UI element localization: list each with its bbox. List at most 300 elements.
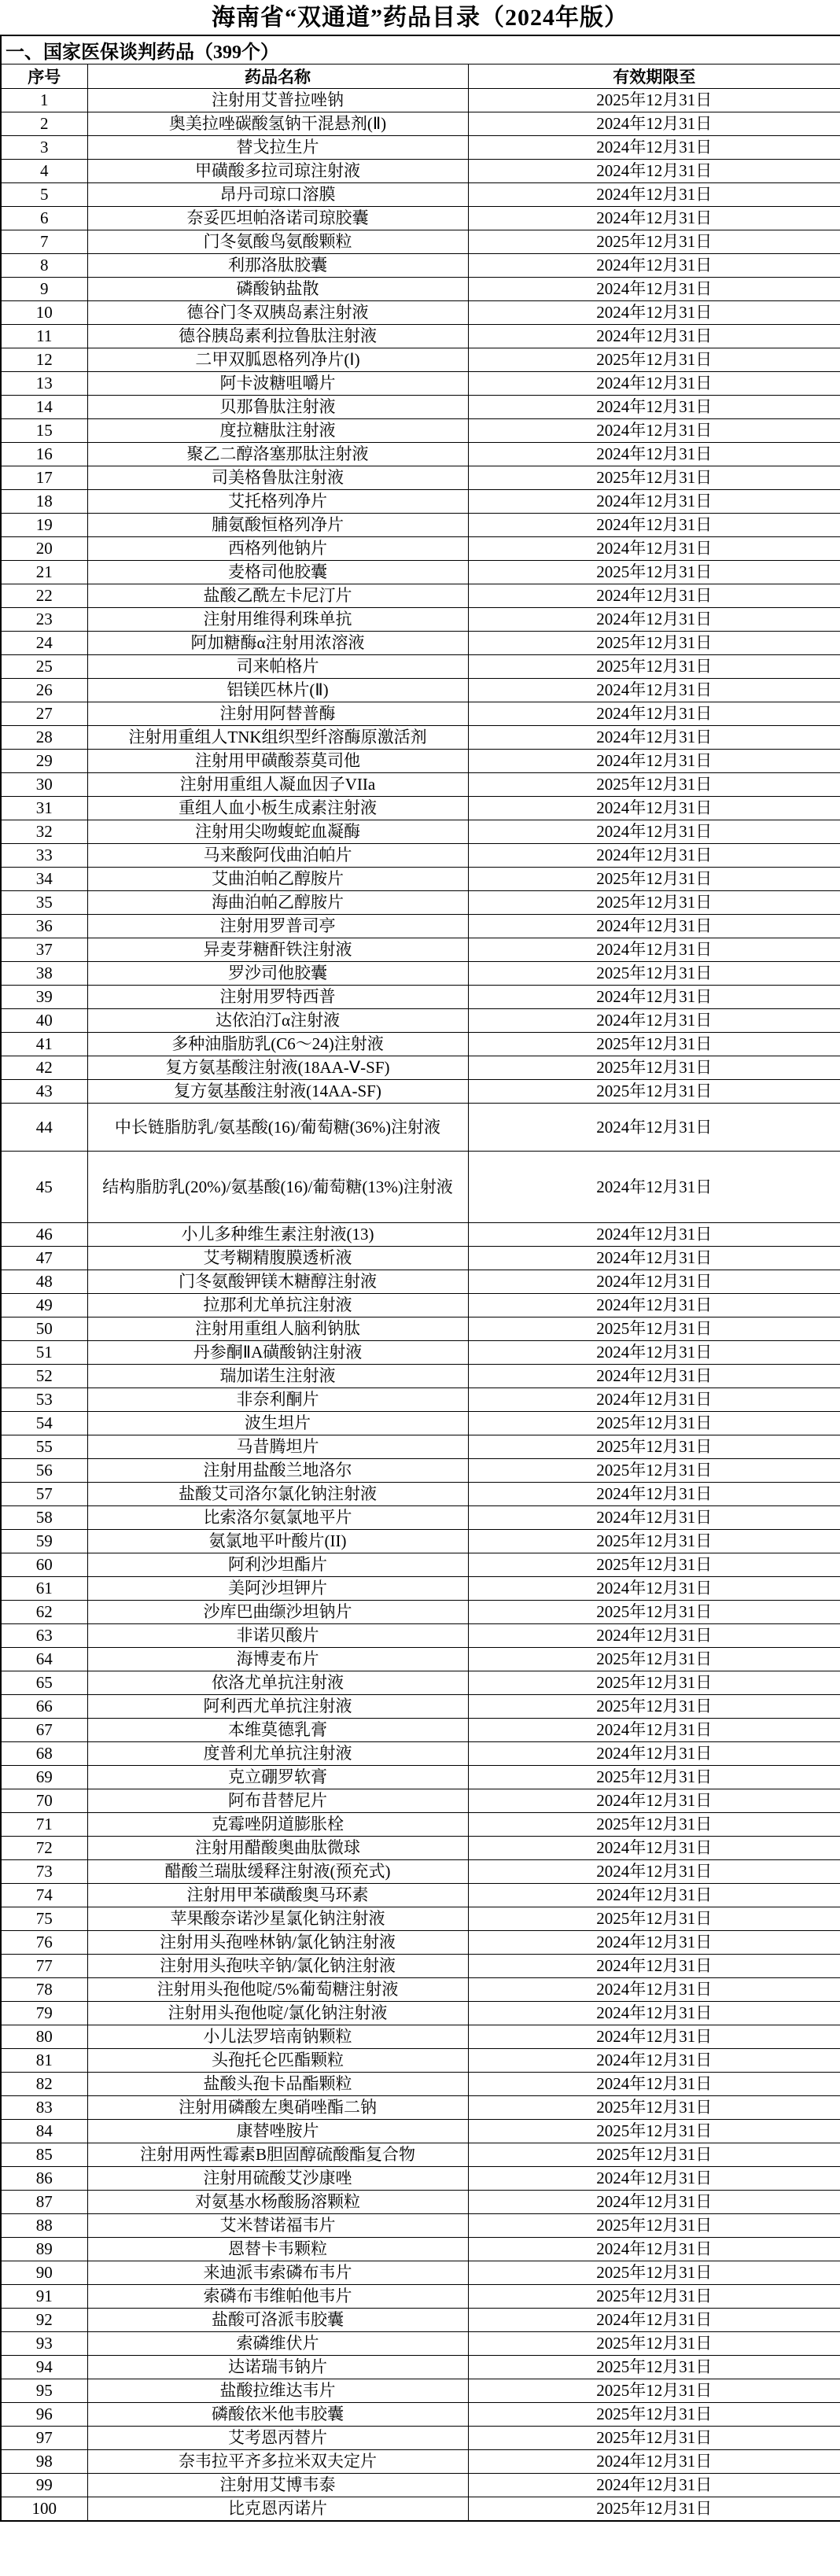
drug-name-cell: 恩替卡韦颗粒 <box>87 2238 468 2261</box>
table-row <box>1 160 840 183</box>
serial-number-cell: 11 <box>1 325 87 348</box>
expiry-date-cell: 2025年12月31日 <box>468 1033 840 1056</box>
table-row <box>1 1553 840 1577</box>
table-row <box>1 2309 840 2332</box>
drug-name-cell: 注射用醋酸奥曲肽微球 <box>87 1837 468 1860</box>
drug-name-cell: 达依泊汀α注射液 <box>87 1009 468 1033</box>
serial-number-cell: 59 <box>1 1530 87 1553</box>
serial-number-cell: 94 <box>1 2356 87 2379</box>
drug-name-cell: 海博麦布片 <box>87 1648 468 1671</box>
expiry-date-cell: 2024年12月31日 <box>468 1837 840 1860</box>
serial-number-cell: 75 <box>1 1907 87 1931</box>
serial-number-cell: 73 <box>1 1860 87 1884</box>
drug-name-cell: 达诺瑞韦钠片 <box>87 2356 468 2379</box>
serial-number-cell: 52 <box>1 1365 87 1388</box>
drug-name-cell: 注射用磷酸左奥硝唑酯二钠 <box>87 2096 468 2120</box>
col-header-expiry: 有效期限至 <box>468 64 840 89</box>
table-row <box>1 325 840 348</box>
expiry-date-cell: 2024年12月31日 <box>468 1978 840 2002</box>
table-body <box>1 89 840 2522</box>
serial-number-cell: 93 <box>1 2332 87 2356</box>
serial-number-cell: 30 <box>1 773 87 797</box>
drug-name-cell: 复方氨基酸注射液(14AA-SF) <box>87 1080 468 1104</box>
drug-name-cell: 注射用甲苯磺酸奥马环素 <box>87 1884 468 1907</box>
drug-name-cell: 注射用头孢他啶/5%葡萄糖注射液 <box>87 1978 468 2002</box>
serial-number-cell: 81 <box>1 2049 87 2073</box>
table-row <box>1 986 840 1009</box>
table-row <box>1 207 840 230</box>
table-row <box>1 136 840 160</box>
serial-number-cell: 13 <box>1 372 87 396</box>
table-row <box>1 962 840 986</box>
drug-name-cell: 门冬氨酸鸟氨酸颗粒 <box>87 230 468 254</box>
expiry-date-cell: 2024年12月31日 <box>468 1152 840 1223</box>
expiry-date-cell: 2024年12月31日 <box>468 844 840 868</box>
drug-name-cell: 注射用艾博韦泰 <box>87 2474 468 2497</box>
table-row <box>1 2214 840 2238</box>
expiry-date-cell: 2024年12月31日 <box>468 372 840 396</box>
expiry-date-cell: 2024年12月31日 <box>468 1270 840 1294</box>
serial-number-cell: 95 <box>1 2379 87 2403</box>
expiry-date-cell: 2024年12月31日 <box>468 254 840 278</box>
expiry-date-cell: 2025年12月31日 <box>468 1671 840 1695</box>
expiry-date-cell: 2024年12月31日 <box>468 2049 840 2073</box>
expiry-date-cell: 2025年12月31日 <box>468 962 840 986</box>
drug-name-cell: 醋酸兰瑞肽缓释注射液(预充式) <box>87 1860 468 1884</box>
serial-number-cell: 7 <box>1 230 87 254</box>
drug-name-cell: 沙库巴曲缬沙坦钠片 <box>87 1601 468 1624</box>
expiry-date-cell: 2024年12月31日 <box>468 750 840 773</box>
expiry-date-cell: 2024年12月31日 <box>468 2073 840 2096</box>
serial-number-cell: 98 <box>1 2450 87 2474</box>
drug-name-cell: 丹参酮ⅡA磺酸钠注射液 <box>87 1341 468 1365</box>
table-row <box>1 1766 840 1789</box>
expiry-date-cell: 2024年12月31日 <box>468 112 840 136</box>
column-header-row <box>1 64 840 89</box>
table-row <box>1 396 840 419</box>
serial-number-cell: 90 <box>1 2261 87 2285</box>
expiry-date-cell: 2024年12月31日 <box>468 301 840 325</box>
drug-name-cell: 司来帕格片 <box>87 655 468 679</box>
expiry-date-cell: 2024年12月31日 <box>468 419 840 443</box>
drug-name-cell: 阿利西尤单抗注射液 <box>87 1695 468 1719</box>
drug-name-cell: 司美格鲁肽注射液 <box>87 466 468 490</box>
expiry-date-cell: 2024年12月31日 <box>468 797 840 820</box>
drug-name-cell: 度普利尤单抗注射液 <box>87 1742 468 1766</box>
expiry-date-cell: 2025年12月31日 <box>468 1080 840 1104</box>
serial-number-cell: 72 <box>1 1837 87 1860</box>
serial-number-cell: 55 <box>1 1435 87 1459</box>
serial-number-cell: 36 <box>1 915 87 938</box>
serial-number-cell: 69 <box>1 1766 87 1789</box>
serial-number-cell: 18 <box>1 490 87 514</box>
drug-name-cell: 来迪派韦索磷布韦片 <box>87 2261 468 2285</box>
drug-name-cell: 多种油脂肪乳(C6～24)注射液 <box>87 1033 468 1056</box>
serial-number-cell: 80 <box>1 2025 87 2049</box>
expiry-date-cell: 2024年12月31日 <box>468 2238 840 2261</box>
drug-name-cell: 度拉糖肽注射液 <box>87 419 468 443</box>
drug-name-cell: 艾考糊精腹膜透析液 <box>87 1247 468 1270</box>
drug-name-cell: 克立硼罗软膏 <box>87 1766 468 1789</box>
expiry-date-cell: 2024年12月31日 <box>468 278 840 301</box>
section-header-row <box>1 35 840 64</box>
serial-number-cell: 86 <box>1 2167 87 2191</box>
table-row <box>1 2002 840 2025</box>
table-row <box>1 561 840 584</box>
serial-number-cell: 38 <box>1 962 87 986</box>
expiry-date-cell: 2024年12月31日 <box>468 1955 840 1978</box>
drug-name-cell: 拉那利尤单抗注射液 <box>87 1294 468 1317</box>
drug-name-cell: 阿布昔替尼片 <box>87 1789 468 1813</box>
serial-number-cell: 22 <box>1 584 87 608</box>
serial-number-cell: 67 <box>1 1719 87 1742</box>
drug-name-cell: 门冬氨酸钾镁木糖醇注射液 <box>87 1270 468 1294</box>
expiry-date-cell: 2024年12月31日 <box>468 1624 840 1648</box>
expiry-date-cell: 2025年12月31日 <box>468 655 840 679</box>
drug-name-cell: 注射用维得利珠单抗 <box>87 608 468 632</box>
table-row <box>1 820 840 844</box>
expiry-date-cell: 2024年12月31日 <box>468 1860 840 1884</box>
drug-name-cell: 马来酸阿伐曲泊帕片 <box>87 844 468 868</box>
drug-name-cell: 艾曲泊帕乙醇胺片 <box>87 868 468 891</box>
table-row <box>1 632 840 655</box>
serial-number-cell: 49 <box>1 1294 87 1317</box>
drug-name-cell: 注射用阿替普酶 <box>87 702 468 726</box>
expiry-date-cell: 2025年12月31日 <box>468 1412 840 1435</box>
table-row <box>1 702 840 726</box>
table-row <box>1 2143 840 2167</box>
table-row <box>1 2427 840 2450</box>
serial-number-cell: 34 <box>1 868 87 891</box>
drug-name-cell: 复方氨基酸注射液(18AA-Ⅴ-SF) <box>87 1056 468 1080</box>
expiry-date-cell: 2025年12月31日 <box>468 2497 840 2522</box>
serial-number-cell: 54 <box>1 1412 87 1435</box>
expiry-date-cell: 2024年12月31日 <box>468 1577 840 1601</box>
drug-name-cell: 麦格司他胶囊 <box>87 561 468 584</box>
expiry-date-cell: 2025年12月31日 <box>468 2379 840 2403</box>
table-row <box>1 726 840 750</box>
serial-number-cell: 78 <box>1 1978 87 2002</box>
drug-name-cell: 索磷维伏片 <box>87 2332 468 2356</box>
drug-name-cell: 昂丹司琼口溶膜 <box>87 183 468 207</box>
serial-number-cell: 82 <box>1 2073 87 2096</box>
col-header-serial: 序号 <box>1 64 87 89</box>
drug-name-cell: 西格列他钠片 <box>87 537 468 561</box>
expiry-date-cell: 2025年12月31日 <box>468 1813 840 1837</box>
expiry-date-cell: 2025年12月31日 <box>468 2143 840 2167</box>
serial-number-cell: 44 <box>1 1104 87 1152</box>
expiry-date-cell: 2024年12月31日 <box>468 726 840 750</box>
serial-number-cell: 47 <box>1 1247 87 1270</box>
expiry-date-cell: 2025年12月31日 <box>468 2285 840 2309</box>
serial-number-cell: 27 <box>1 702 87 726</box>
table-row <box>1 2096 840 2120</box>
expiry-date-cell: 2024年12月31日 <box>468 514 840 537</box>
table-row <box>1 1624 840 1648</box>
expiry-date-cell: 2024年12月31日 <box>468 136 840 160</box>
table-row <box>1 278 840 301</box>
serial-number-cell: 66 <box>1 1695 87 1719</box>
serial-number-cell: 4 <box>1 160 87 183</box>
expiry-date-cell: 2024年12月31日 <box>468 1365 840 1388</box>
expiry-date-cell: 2025年12月31日 <box>468 466 840 490</box>
serial-number-cell: 85 <box>1 2143 87 2167</box>
table-row <box>1 1317 840 1341</box>
expiry-date-cell: 2025年12月31日 <box>468 2403 840 2427</box>
table-row <box>1 1884 840 1907</box>
table-row <box>1 797 840 820</box>
table-row <box>1 490 840 514</box>
section-header: 一、国家医保谈判药品（399个） <box>1 35 840 64</box>
table-row <box>1 1860 840 1884</box>
serial-number-cell: 74 <box>1 1884 87 1907</box>
table-header <box>1 35 840 89</box>
drug-name-cell: 注射用甲磺酸萘莫司他 <box>87 750 468 773</box>
serial-number-cell: 53 <box>1 1388 87 1412</box>
table-row <box>1 372 840 396</box>
serial-number-cell: 24 <box>1 632 87 655</box>
serial-number-cell: 23 <box>1 608 87 632</box>
drug-name-cell: 注射用艾普拉唑钠 <box>87 89 468 112</box>
expiry-date-cell: 2025年12月31日 <box>468 230 840 254</box>
table-row <box>1 1247 840 1270</box>
expiry-date-cell: 2024年12月31日 <box>468 2191 840 2214</box>
drug-name-cell: 马昔腾坦片 <box>87 1435 468 1459</box>
table-row <box>1 2025 840 2049</box>
drug-name-cell: 重组人血小板生成素注射液 <box>87 797 468 820</box>
expiry-date-cell: 2024年12月31日 <box>468 1341 840 1365</box>
expiry-date-cell: 2024年12月31日 <box>468 1294 840 1317</box>
expiry-date-cell: 2025年12月31日 <box>468 1553 840 1577</box>
expiry-date-cell: 2024年12月31日 <box>468 702 840 726</box>
expiry-date-cell: 2024年12月31日 <box>468 679 840 702</box>
table-row <box>1 348 840 372</box>
table-row <box>1 938 840 962</box>
table-row <box>1 1931 840 1955</box>
table-row <box>1 1152 840 1223</box>
serial-number-cell: 19 <box>1 514 87 537</box>
serial-number-cell: 91 <box>1 2285 87 2309</box>
drug-name-cell: 注射用头孢他啶/氯化钠注射液 <box>87 2002 468 2025</box>
serial-number-cell: 96 <box>1 2403 87 2427</box>
serial-number-cell: 40 <box>1 1009 87 1033</box>
table-row <box>1 254 840 278</box>
drug-name-cell: 注射用罗特西普 <box>87 986 468 1009</box>
serial-number-cell: 65 <box>1 1671 87 1695</box>
page-title: 海南省“双通道”药品目录（2024年版） <box>212 5 628 31</box>
expiry-date-cell: 2025年12月31日 <box>468 2120 840 2143</box>
table-row <box>1 2049 840 2073</box>
expiry-date-cell: 2024年12月31日 <box>468 1223 840 1247</box>
drug-name-cell: 本维莫德乳膏 <box>87 1719 468 1742</box>
table-row <box>1 1080 840 1104</box>
serial-number-cell: 61 <box>1 1577 87 1601</box>
table-row <box>1 2474 840 2497</box>
drug-name-cell: 比索洛尔氨氯地平片 <box>87 1506 468 1530</box>
table-row <box>1 1955 840 1978</box>
serial-number-cell: 17 <box>1 466 87 490</box>
serial-number-cell: 88 <box>1 2214 87 2238</box>
table-row <box>1 443 840 466</box>
expiry-date-cell: 2024年12月31日 <box>468 1483 840 1506</box>
table-row <box>1 915 840 938</box>
table-row <box>1 1459 840 1483</box>
drug-name-cell: 瑞加诺生注射液 <box>87 1365 468 1388</box>
drug-name-cell: 注射用头孢呋辛钠/氯化钠注射液 <box>87 1955 468 1978</box>
table-row <box>1 2403 840 2427</box>
table-row <box>1 2332 840 2356</box>
drug-name-cell: 注射用重组人脑利钠肽 <box>87 1317 468 1341</box>
table-row <box>1 1412 840 1435</box>
table-row <box>1 1719 840 1742</box>
table-row <box>1 1601 840 1624</box>
drug-name-cell: 克霉唑阴道膨胀栓 <box>87 1813 468 1837</box>
table-row <box>1 301 840 325</box>
drug-name-cell: 盐酸乙酰左卡尼汀片 <box>87 584 468 608</box>
table-row <box>1 891 840 915</box>
drug-name-cell: 小儿多种维生素注射液(13) <box>87 1223 468 1247</box>
drug-name-cell: 美阿沙坦钾片 <box>87 1577 468 1601</box>
serial-number-cell: 57 <box>1 1483 87 1506</box>
expiry-date-cell: 2024年12月31日 <box>468 1931 840 1955</box>
expiry-date-cell: 2025年12月31日 <box>468 1695 840 1719</box>
drug-name-cell: 二甲双胍恩格列净片(Ⅰ) <box>87 348 468 372</box>
drug-name-cell: 盐酸可洛派韦胶囊 <box>87 2309 468 2332</box>
table-row <box>1 1648 840 1671</box>
serial-number-cell: 37 <box>1 938 87 962</box>
serial-number-cell: 62 <box>1 1601 87 1624</box>
serial-number-cell: 60 <box>1 1553 87 1577</box>
drug-name-cell: 奈妥匹坦帕洛诺司琼胶囊 <box>87 207 468 230</box>
table-row <box>1 773 840 797</box>
drug-name-cell: 阿利沙坦酯片 <box>87 1553 468 1577</box>
expiry-date-cell: 2025年12月31日 <box>468 1056 840 1080</box>
table-row <box>1 537 840 561</box>
serial-number-cell: 28 <box>1 726 87 750</box>
table-row <box>1 868 840 891</box>
table-row <box>1 1671 840 1695</box>
expiry-date-cell: 2024年12月31日 <box>468 1789 840 1813</box>
serial-number-cell: 87 <box>1 2191 87 2214</box>
expiry-date-cell: 2024年12月31日 <box>468 160 840 183</box>
serial-number-cell: 76 <box>1 1931 87 1955</box>
serial-number-cell: 39 <box>1 986 87 1009</box>
table-row <box>1 1978 840 2002</box>
serial-number-cell: 3 <box>1 136 87 160</box>
drug-name-cell: 异麦芽糖酐铁注射液 <box>87 938 468 962</box>
expiry-date-cell: 2024年12月31日 <box>468 820 840 844</box>
serial-number-cell: 79 <box>1 2002 87 2025</box>
drug-name-cell: 盐酸拉维达韦片 <box>87 2379 468 2403</box>
serial-number-cell: 12 <box>1 348 87 372</box>
serial-number-cell: 41 <box>1 1033 87 1056</box>
expiry-date-cell: 2024年12月31日 <box>468 608 840 632</box>
table-row <box>1 89 840 112</box>
table-row <box>1 1056 840 1080</box>
table-row <box>1 1294 840 1317</box>
drug-name-cell: 非诺贝酸片 <box>87 1624 468 1648</box>
table-row <box>1 2356 840 2379</box>
drug-name-cell: 甲磺酸多拉司琼注射液 <box>87 160 468 183</box>
expiry-date-cell: 2025年12月31日 <box>468 1317 840 1341</box>
expiry-date-cell: 2025年12月31日 <box>468 1907 840 1931</box>
serial-number-cell: 56 <box>1 1459 87 1483</box>
drug-name-cell: 注射用重组人凝血因子VIIa <box>87 773 468 797</box>
drug-name-cell: 奥美拉唑碳酸氢钠干混悬剂(Ⅱ) <box>87 112 468 136</box>
table-row <box>1 1388 840 1412</box>
expiry-date-cell: 2024年12月31日 <box>468 207 840 230</box>
drug-name-cell: 康替唑胺片 <box>87 2120 468 2143</box>
expiry-date-cell: 2025年12月31日 <box>468 773 840 797</box>
table-row <box>1 1483 840 1506</box>
table-row <box>1 1577 840 1601</box>
serial-number-cell: 21 <box>1 561 87 584</box>
drug-name-cell: 苹果酸奈诺沙星氯化钠注射液 <box>87 1907 468 1931</box>
expiry-date-cell: 2024年12月31日 <box>468 2167 840 2191</box>
drug-name-cell: 德谷门冬双胰岛素注射液 <box>87 301 468 325</box>
table-row <box>1 1742 840 1766</box>
table-row <box>1 655 840 679</box>
serial-number-cell: 2 <box>1 112 87 136</box>
drug-name-cell: 利那洛肽胶囊 <box>87 254 468 278</box>
expiry-date-cell: 2024年12月31日 <box>468 183 840 207</box>
table-row <box>1 183 840 207</box>
serial-number-cell: 42 <box>1 1056 87 1080</box>
serial-number-cell: 51 <box>1 1341 87 1365</box>
serial-number-cell: 77 <box>1 1955 87 1978</box>
drug-name-cell: 索磷布韦维帕他韦片 <box>87 2285 468 2309</box>
serial-number-cell: 43 <box>1 1080 87 1104</box>
expiry-date-cell: 2025年12月31日 <box>468 2096 840 2120</box>
table-row <box>1 584 840 608</box>
expiry-date-cell: 2025年12月31日 <box>468 2261 840 2285</box>
serial-number-cell: 6 <box>1 207 87 230</box>
serial-number-cell: 29 <box>1 750 87 773</box>
drug-name-cell: 中长链脂肪乳/氨基酸(16)/葡萄糖(36%)注射液 <box>87 1104 468 1152</box>
drug-name-cell: 海曲泊帕乙醇胺片 <box>87 891 468 915</box>
table-row <box>1 1789 840 1813</box>
drug-name-cell: 头孢托仑匹酯颗粒 <box>87 2049 468 2073</box>
expiry-date-cell: 2025年12月31日 <box>468 348 840 372</box>
table-row <box>1 2120 840 2143</box>
table-row <box>1 750 840 773</box>
expiry-date-cell: 2024年12月31日 <box>468 986 840 1009</box>
table-row <box>1 2450 840 2474</box>
serial-number-cell: 10 <box>1 301 87 325</box>
table-row <box>1 466 840 490</box>
serial-number-cell: 32 <box>1 820 87 844</box>
table-row <box>1 1907 840 1931</box>
serial-number-cell: 64 <box>1 1648 87 1671</box>
drug-name-cell: 替戈拉生片 <box>87 136 468 160</box>
expiry-date-cell: 2025年12月31日 <box>468 89 840 112</box>
drug-name-cell: 盐酸头孢卡品酯颗粒 <box>87 2073 468 2096</box>
expiry-date-cell: 2025年12月31日 <box>468 1435 840 1459</box>
table-row <box>1 1435 840 1459</box>
table-row <box>1 2073 840 2096</box>
serial-number-cell: 5 <box>1 183 87 207</box>
drug-name-cell: 注射用重组人TNK组织型纤溶酶原激活剂 <box>87 726 468 750</box>
serial-number-cell: 50 <box>1 1317 87 1341</box>
serial-number-cell: 68 <box>1 1742 87 1766</box>
expiry-date-cell: 2024年12月31日 <box>468 443 840 466</box>
drug-name-cell: 依洛尤单抗注射液 <box>87 1671 468 1695</box>
table-row <box>1 112 840 136</box>
serial-number-cell: 70 <box>1 1789 87 1813</box>
drug-name-cell: 注射用头孢唑林钠/氯化钠注射液 <box>87 1931 468 1955</box>
drug-name-cell: 小儿法罗培南钠颗粒 <box>87 2025 468 2049</box>
expiry-date-cell: 2024年12月31日 <box>468 1884 840 1907</box>
